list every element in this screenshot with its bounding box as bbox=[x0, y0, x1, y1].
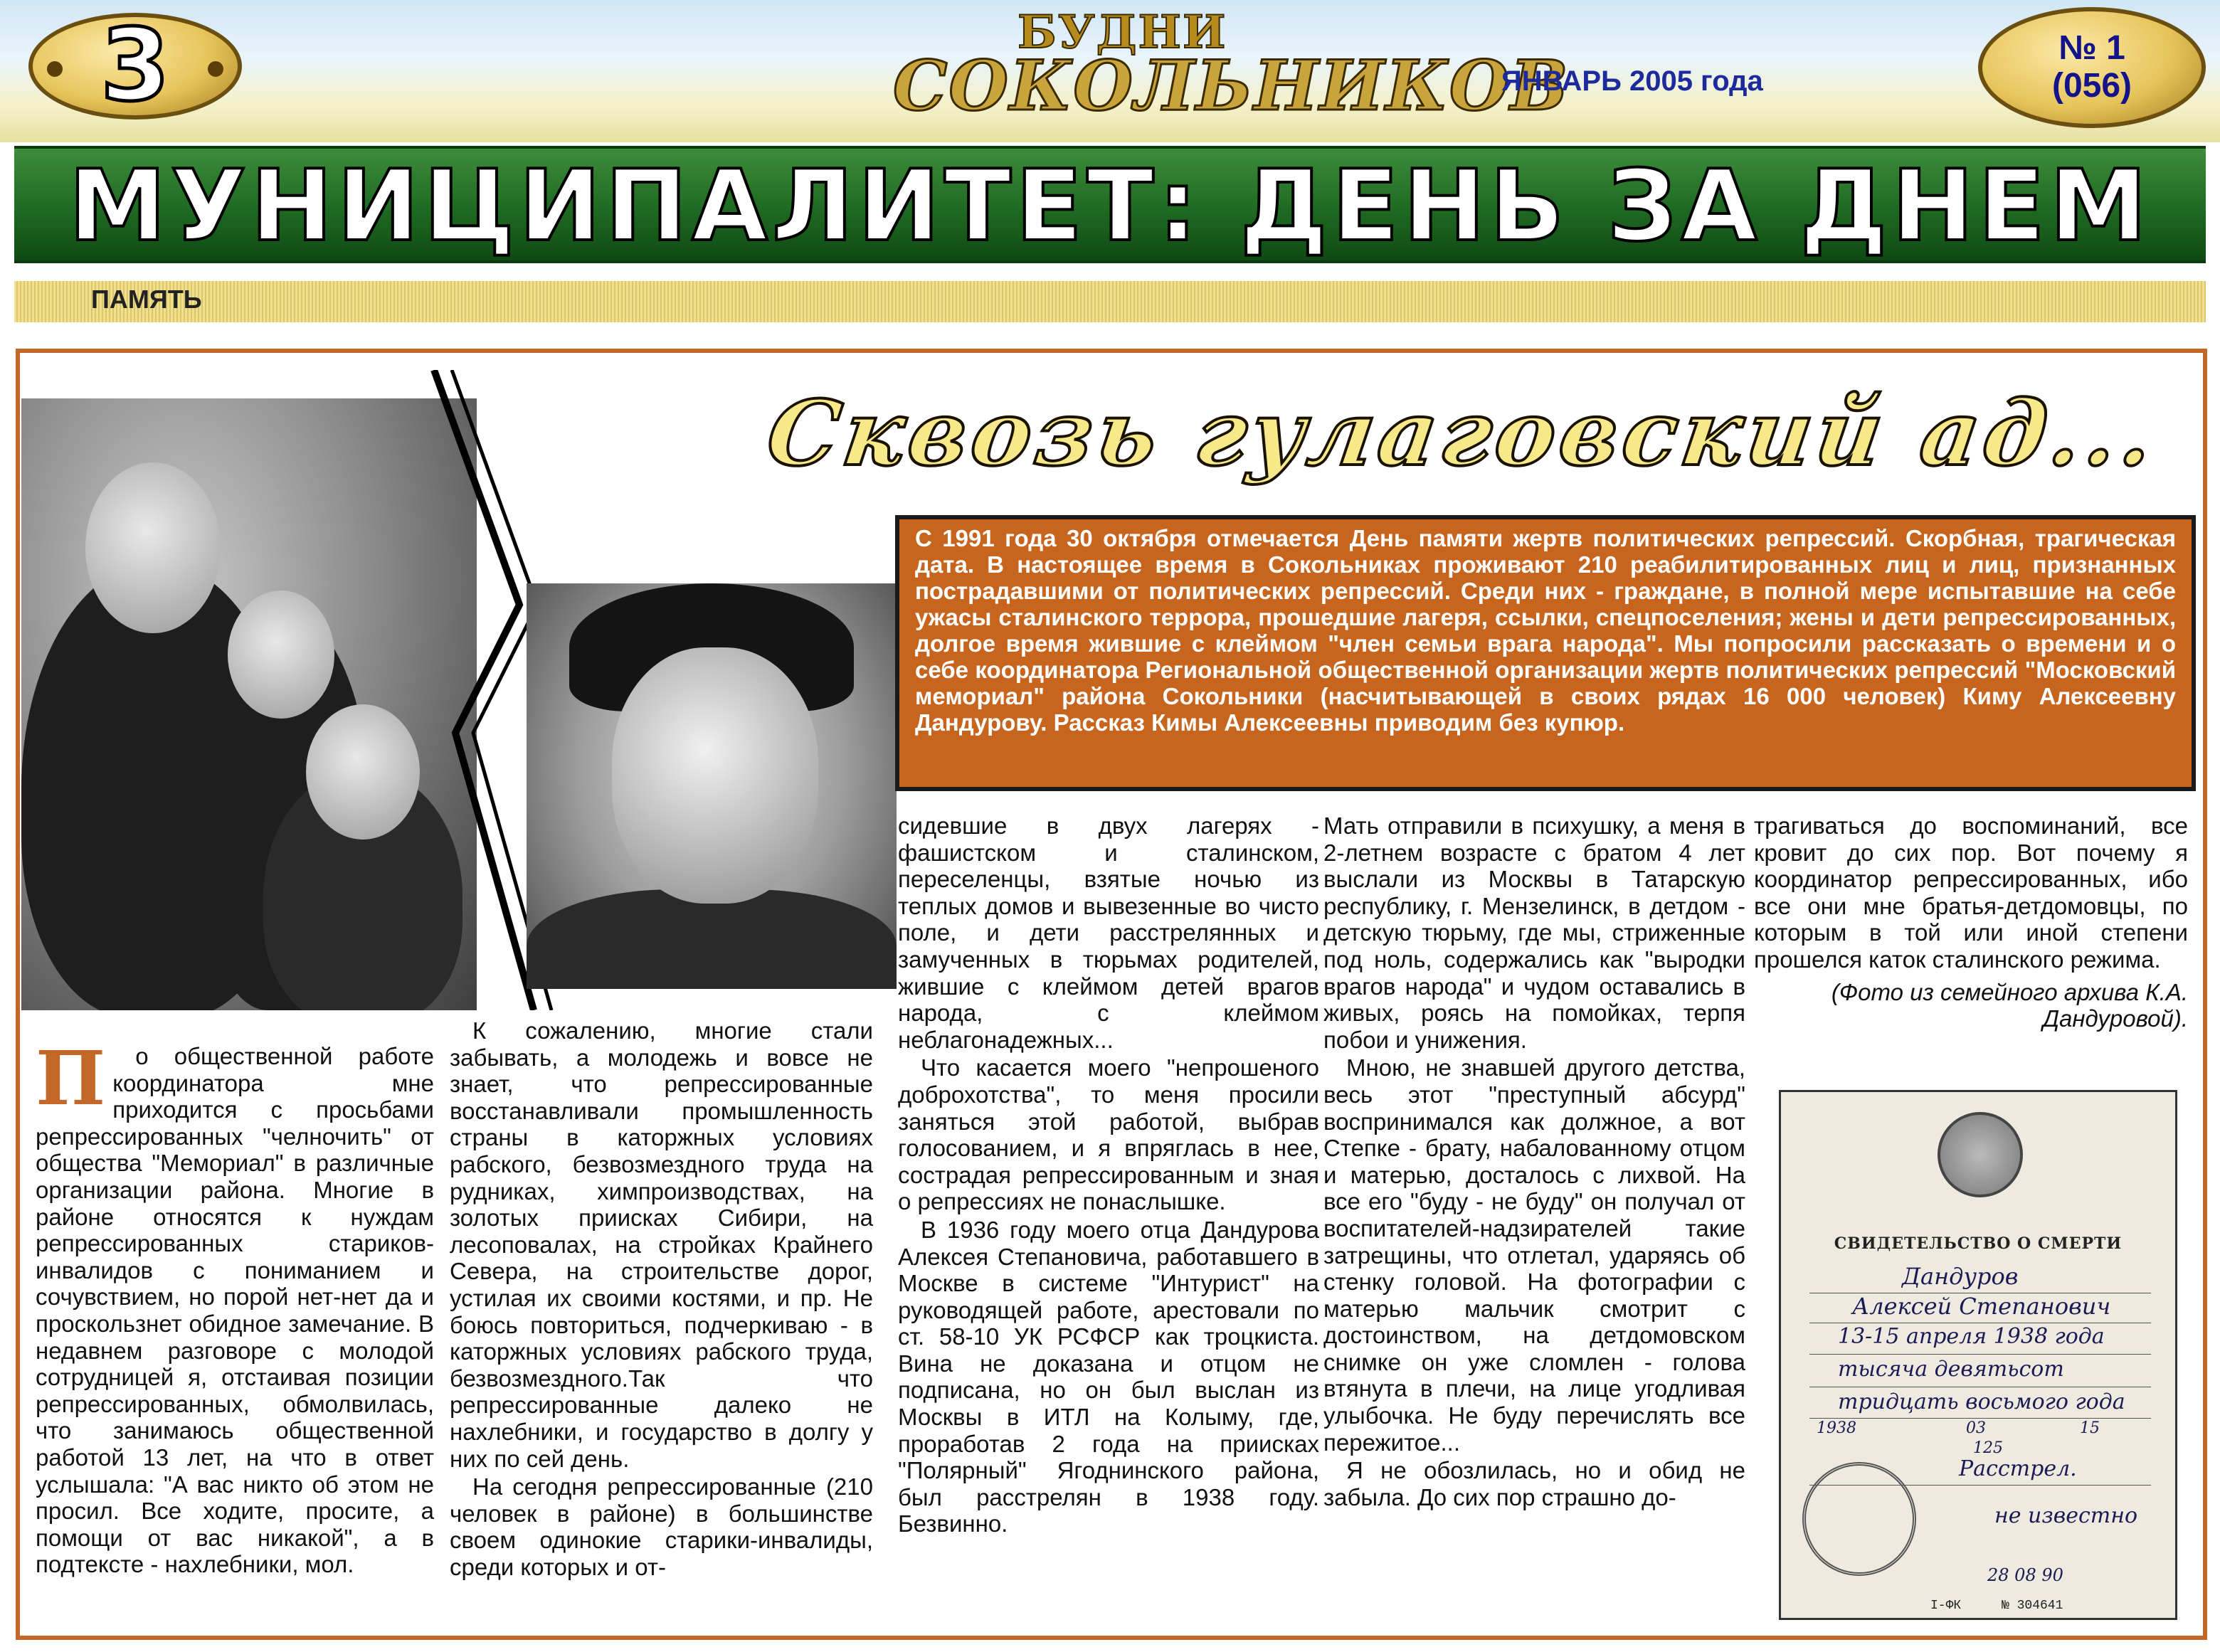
drop-cap: П bbox=[36, 1034, 106, 1122]
official-stamp bbox=[1802, 1462, 1916, 1576]
issue-date: ЯНВАРЬ 2005 года bbox=[1501, 65, 1763, 97]
paragraph: сидевшие в двух лагерях - фашистском и сталинском, переселенцы, взятые ночью из теплых домов и вывезенные во чисто поле, и дети расстрелянных и замученных в тюрьмах родителей, жившие с клеймом детей врагов народа, с клеймом неблагонадежных... bbox=[898, 812, 1319, 1053]
rubric-label: ПАМЯТЬ bbox=[91, 285, 202, 314]
family-photo bbox=[21, 398, 477, 1010]
page-number-badge bbox=[28, 8, 242, 124]
paragraph: трагиваться до воспоминаний, все кровит до сих пор. Вот почему я координатор репрессированных, ибо все они мне братья-детдомовцы, по которым в той или иной степени прошелся каток сталинского режима. bbox=[1754, 812, 2188, 973]
paragraph: К сожалению, многие стали забывать, а молодежь и вовсе не знает, что репрессированные восстанавливали промышленность страны в каторжных условиях рабского, безвозмездного труда на рудниках, химпроизводствах, на золотых приисках Сибири, на лесоповалах, на стройках Крайнего Севера, на строительстве дорог, устилая их своими костями, и пр. Не боюсь повториться, подчеркиваю - в каторжных условиях рабского труда, безвозмездного.Так что репрессированные далеко не нахлебники, и государство в долгу у них по сей день. bbox=[450, 1017, 873, 1472]
photo-caption: (Фото из семейного архива К.А. Дандуровой). bbox=[1831, 978, 2188, 1032]
cert-day: 15 bbox=[2080, 1419, 2100, 1437]
paper-name-bottom: СОКОЛЬНИКОВ bbox=[893, 46, 1570, 126]
cert-date-words-1: тысяча девятьсот bbox=[1838, 1357, 2064, 1382]
section-title: МУНИЦИПАЛИТЕТ: ДЕНЬ ЗА ДНЕМ bbox=[68, 149, 2152, 263]
cert-month: 03 bbox=[1966, 1419, 1986, 1437]
issue-number: № 1 bbox=[2058, 29, 2125, 68]
cert-form-code: I-ФК bbox=[1930, 1599, 1962, 1613]
cert-name: Алексей Степанович bbox=[1852, 1293, 2111, 1320]
article-column-4 bbox=[1323, 812, 1745, 1512]
paragraph: о общественной работе координатора мне приходится с просьбами репрессированных "челночить" от общества "Мемориал" в различные организации района. Многие в районе относятся к нуждам репрессированных стариков-инвалидов с пониманием и сочувствием, но порой нет-нет да и проскользнет обидное замечание. В недавнем разговоре с молодой сотрудницей я, отстаивая позиции репрессированных, обмолвилась, что занимаюсь общественной работой 13 лет, на что в ответ услышала: "А вас никто об этом не просил. Все ходите, просите, а помощи от вас никакой", а в подтексте - нахлебники, мол. bbox=[36, 1043, 434, 1578]
cert-date: 13-15 апреля 1938 года bbox=[1838, 1324, 2105, 1349]
paragraph: Я не обозлилась, но и обид не забыла. До сих пор страшно до- bbox=[1323, 1457, 1745, 1510]
cert-cause: Расстрел. bbox=[1959, 1456, 2077, 1481]
cert-surname: Дандуров bbox=[1902, 1263, 2019, 1290]
cert-serial: № 304641 bbox=[2002, 1599, 2063, 1613]
cert-place: не известно bbox=[1994, 1503, 2138, 1528]
cert-record-no: 125 bbox=[1973, 1439, 2003, 1457]
paper-name-top: БУДНИ bbox=[1018, 6, 1227, 59]
certificate-title: СВИДЕТЕЛЬСТВО О СМЕРТИ bbox=[1834, 1234, 2123, 1253]
paragraph: Мать отправили в психушку, а меня в 2-летнем возрасте с братом 4 лет выслали из Москвы в Татарскую республику, г. Мензелинск, в детдом - детскую тюрьму, где мы, стриженные под ноль, содержались как "выродки врагов народа" и чудом оставались в живых, роясь на помойках, терпя побои и унижения. bbox=[1323, 812, 1745, 1053]
cert-date-words-2: тридцать восьмого года bbox=[1838, 1389, 2125, 1414]
father-portrait-photo bbox=[527, 583, 897, 989]
paragraph: Что касается моего "непрошеного доброхотства", то меня просили заняться этой работой, выбрав голосованием, и я впряглась в нее, сострадая репрессированным и зная о репрессиях не понаслышке. bbox=[898, 1054, 1319, 1215]
article-lead: С 1991 года 30 октября отмечается День памяти жертв политических репрессий. Скорбная, трагическая дата. В настоящее время в Сокольниках проживают 210 реабилитированных лиц и лиц, признанных пострадавшими от политических репрессий. Среди них - граждане, в полной мере испытавшие на себе ужасы сталинского террора, прошедшие лагеря, ссылки, спецпоселения; жены и дети репрессированных, долгое время жившие с клеймом "член семьи врага народа". Мы попросили рассказать о времени и о себе координатора Региональной общественной организации жертв политических репрессий "Московский мемориал" района Сокольники (насчитывающей в своих рядах 16 000 человек) Киму Алексеевну Дандурову. Рассказ Кимы Алексеевны приводим без купюр. bbox=[895, 515, 2196, 791]
issue-total: (056) bbox=[2051, 67, 2132, 105]
paragraph: В 1936 году моего отца Дандурова Алексея Степановича, работавшего в Москве в системе "Интурист" на руководящей работе, арестовали по ст. 58-10 УК РСФСР как троцкиста. Вина не доказана и отцом не подписана, но он был выслан из Москвы в ИТЛ на Колыму, где, проработав 2 года на приисках "Полярный" Ягоднинского района, был расстрелян в 1938 году. Безвинно. bbox=[898, 1216, 1319, 1537]
state-emblem-icon bbox=[1938, 1112, 2023, 1197]
paragraph: На сегодня репрессированные (210 человек в районе) в большинстве своем одинокие старики-инвалиды, среди которых и от- bbox=[450, 1473, 873, 1580]
rivet-icon bbox=[47, 61, 63, 77]
article-column-1 bbox=[36, 1034, 434, 1579]
article-title: Сквозь гулаговский ад... bbox=[761, 381, 2164, 486]
rivet-icon bbox=[208, 61, 223, 77]
death-certificate-image bbox=[1779, 1090, 2177, 1620]
page-number: 3 bbox=[100, 8, 170, 124]
article-column-2 bbox=[450, 1017, 873, 1582]
rubric-stripe bbox=[14, 281, 2206, 322]
article-column-5 bbox=[1754, 812, 2188, 1034]
cert-issued-date: 28 08 90 bbox=[1987, 1565, 2063, 1585]
paragraph: Мною, не знавшей другого детства, весь этот "преступный абсурд" воспринимался как должное, а вот Степке - брату, набалованному отцом и матерью, досталось с лихвой. На все его "буду - не буду" он получал от воспитателей-надзирателей такие затрещины, что отлетал, ударяясь об стенку головой. На фотографии с матерью мальчик смотрит с достоинством, на детдомовском снимке он уже сломлен - голова втянута в плечи, на лице угодливая улыбочка. Не буду перечислять все пережитое... bbox=[1323, 1054, 1745, 1456]
cert-year: 1938 bbox=[1817, 1419, 1856, 1437]
issue-badge bbox=[1978, 7, 2206, 128]
article-column-3 bbox=[898, 812, 1319, 1539]
